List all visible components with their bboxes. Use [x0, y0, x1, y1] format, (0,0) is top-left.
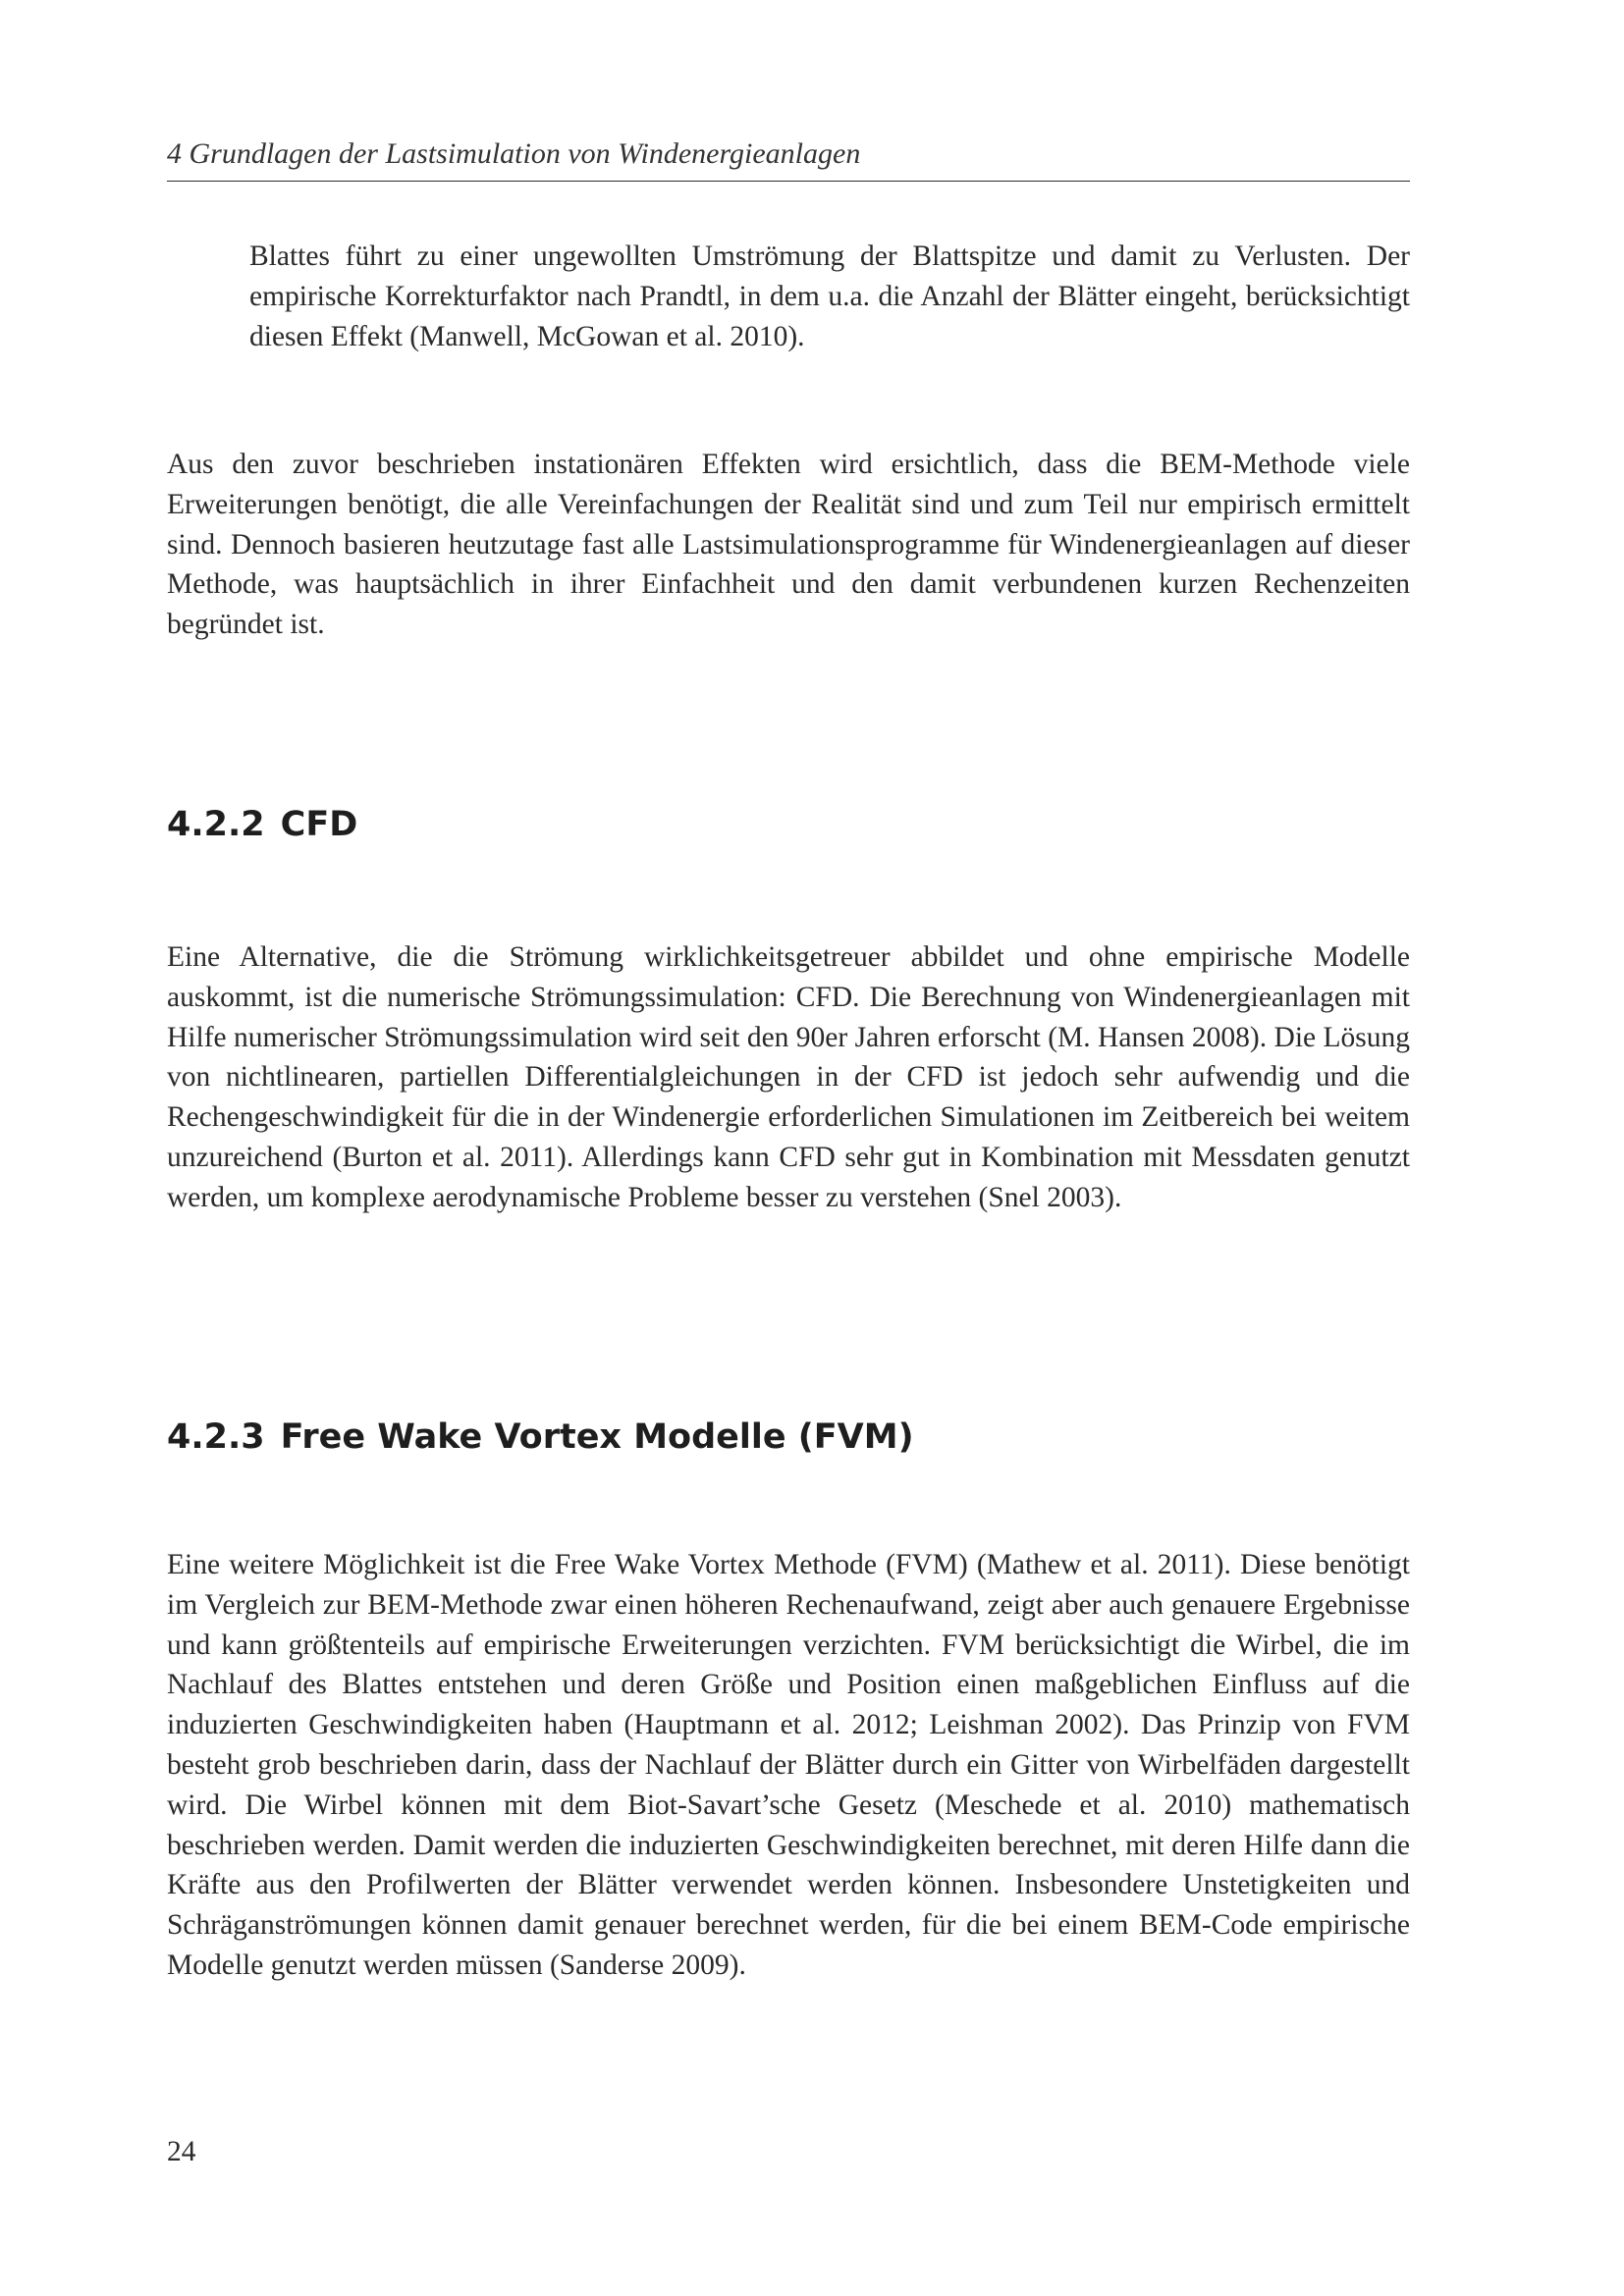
body-paragraph-fvm: Eine weitere Möglichkeit ist die Free Wake Vortex Methode (FVM) (Mathew et al. 2011). Diese benötigt im Vergleich zur BEM-Methode zwar einen höheren Rechenaufwand, zeigt aber auch genauere Ergebnisse und kann größtenteils auf empirische Erweiterungen verzichten. FVM berücksichtigt die Wirbel, die im Nachlauf des Blattes entstehen und deren Größe und Position einen maßgeblichen Einfluss auf die induzierten Geschwindigkeiten haben (Hauptmann et al. 2012; Leishman 2002). Das Prinzip von FVM besteht grob beschrieben darin, dass der Nachlauf der Blätter durch ein Gitter von Wirbelfäden dargestellt wird. Die Wirbel können mit dem Biot-Savart’sche Gesetz (Meschede et al. 2010) mathematisch beschrieben werden. Damit werden die induzierten Geschwindigkeiten berechnet, mit deren Hilfe dann die Kräfte aus den Profilwerten der Blätter verwendet werden können. Insbesondere Unstetigkeiten und Schräganströmungen können damit genauer berechnet werden, für die bei einem BEM-Code empirische Modelle genutzt werden müssen (Sanderse 2009). — [167, 1549, 1410, 1981]
section-heading-fvm — [167, 1415, 914, 1459]
page-number: 24 — [167, 2136, 196, 2167]
section-number: 4.2.3 — [167, 1417, 265, 1457]
section-number: 4.2.2 — [167, 805, 265, 844]
running-header: 4 Grundlagen der Lastsimulation von Windenergieanlagen — [167, 133, 1410, 182]
section-title: CFD — [280, 805, 358, 844]
indented-paragraph: Blattes führt zu einer ungewollten Umströmung der Blattspitze und damit zu Verlusten. Der empirische Korrekturfaktor nach Prandtl, in dem u.a. die Anzahl der Blätter eingeht, berücksichtigt diesen Effekt (Manwell, McGowan et al. 2010). — [249, 240, 1410, 352]
body-paragraph-bem-summary: Aus den zuvor beschrieben instationären Effekten wird ersichtlich, dass die BEM-Methode viele Erweiterungen benötigt, die alle Vereinfachungen der Realität sind und zum Teil nur empirisch ermittelt sind. Dennoch basieren heutzutage fast alle Lastsimulationsprogramme für Windenergieanlagen auf dieser Methode, was hauptsächlich in ihrer Einfachheit und den damit verbundenen kurzen Rechenzeiten begründet ist. — [167, 449, 1410, 641]
section-title: Free Wake Vortex Modelle (FVM) — [280, 1417, 914, 1457]
body-paragraph-cfd: Eine Alternative, die die Strömung wirklichkeitsgetreuer abbildet und ohne empirische Modelle auskommt, ist die numerische Strömungssimulation: CFD. Die Berechnung von Windenergieanlagen mit Hilfe numerischer Strömungssimulation wird seit den 90er Jahren erforscht (M. Hansen 2008). Die Lösung von nichtlinearen, partiellen Differentialgleichungen in der CFD ist jedoch sehr aufwendig und die Rechengeschwindigkeit für die in der Windenergie erforderlichen Simulationen im Zeitbereich bei weitem unzureichend (Burton et al. 2011). Allerdings kann CFD sehr gut in Kombination mit Messdaten genutzt werden, um komplexe aerodynamische Probleme besser zu verstehen (Snel 2003). — [167, 941, 1410, 1213]
section-heading-cfd — [167, 803, 357, 846]
